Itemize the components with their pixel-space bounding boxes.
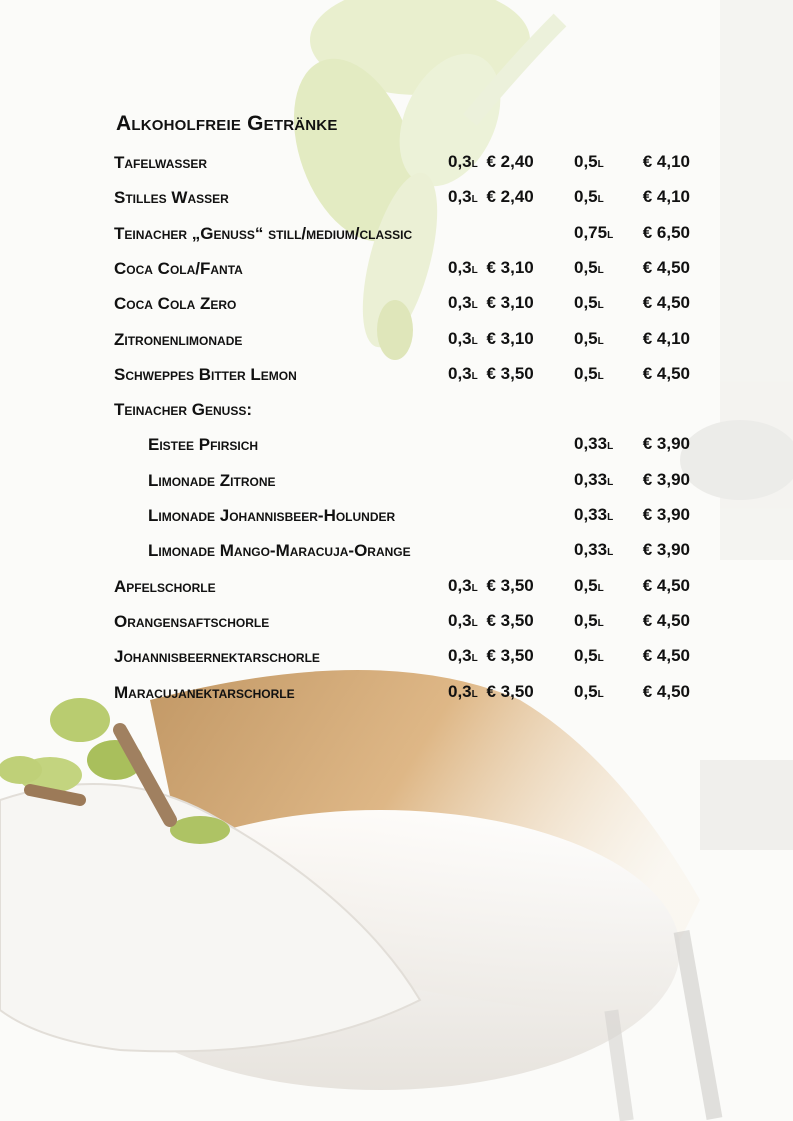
item-name: Zitronenlimonade — [114, 330, 243, 349]
price-large: € 4,10 — [642, 152, 690, 171]
size-large-value: 0,5 — [574, 682, 598, 701]
menu-item-row — [0, 219, 793, 249]
unit-small: l — [471, 295, 478, 311]
size-large-value: 0,33 — [574, 540, 608, 559]
price-large: € 3,90 — [642, 434, 690, 453]
size-large — [574, 434, 613, 454]
unit-small: l — [471, 331, 478, 347]
price-large: € 3,90 — [642, 540, 690, 559]
menu-item-row — [0, 254, 793, 284]
size-small: 0,3 — [448, 576, 472, 595]
price-small — [448, 329, 534, 349]
size-large — [574, 329, 604, 349]
size-large — [574, 682, 604, 702]
item-name: Schweppes Bitter Lemon — [114, 365, 297, 384]
price-small-value: € 3,50 — [486, 576, 534, 595]
price-large: € 4,50 — [642, 611, 690, 630]
price-small — [448, 682, 534, 702]
unit-large: l — [597, 684, 604, 700]
item-name: Eistee Pfirsich — [148, 435, 259, 454]
menu-item-row — [0, 466, 793, 496]
size-small: 0,3 — [448, 293, 472, 312]
menu-item-row — [0, 536, 793, 566]
menu-item-row — [0, 607, 793, 637]
unit-large: l — [607, 507, 614, 523]
unit-small: l — [471, 189, 478, 205]
size-large-value: 0,5 — [574, 329, 598, 348]
size-small: 0,3 — [448, 187, 472, 206]
item-name: Coca Cola/Fanta — [114, 259, 243, 278]
menu-item-row — [0, 678, 793, 708]
menu-item-row — [0, 572, 793, 602]
menu-item-row — [0, 430, 793, 460]
item-name: Maracujanektarschorle — [114, 683, 295, 702]
price-large: € 4,10 — [642, 329, 690, 348]
unit-large: l — [597, 578, 604, 594]
unit-small: l — [471, 648, 478, 664]
size-small: 0,3 — [448, 152, 472, 171]
item-name: Teinacher Genuss: — [114, 400, 253, 419]
size-large — [574, 505, 613, 525]
price-large: € 3,90 — [642, 505, 690, 524]
price-small-value: € 2,40 — [486, 152, 534, 171]
unit-large: l — [597, 154, 604, 170]
price-small — [448, 611, 534, 631]
item-name: Orangensaftschorle — [114, 612, 270, 631]
size-large — [574, 364, 604, 384]
size-large-value: 0,5 — [574, 187, 598, 206]
menu-item-row — [0, 325, 793, 355]
price-small — [448, 258, 534, 278]
price-small — [448, 293, 534, 313]
size-large-value: 0,5 — [574, 293, 598, 312]
unit-large: l — [597, 366, 604, 382]
item-name: Stilles Wasser — [114, 188, 229, 207]
size-large — [574, 470, 613, 490]
unit-large: l — [597, 260, 604, 276]
item-name: Teinacher „Genuss“ still/medium/classic — [114, 224, 413, 243]
price-large: € 4,50 — [642, 293, 690, 312]
size-large — [574, 223, 613, 243]
item-name: Limonade Johannisbeer-Holunder — [148, 506, 396, 525]
size-large — [574, 152, 604, 172]
unit-large: l — [607, 436, 614, 452]
size-large-value: 0,75 — [574, 223, 608, 242]
price-small — [448, 152, 534, 172]
size-large — [574, 187, 604, 207]
size-small: 0,3 — [448, 364, 472, 383]
unit-large: l — [597, 331, 604, 347]
unit-large: l — [597, 189, 604, 205]
price-small-value: € 3,50 — [486, 682, 534, 701]
unit-large: l — [607, 542, 614, 558]
size-large — [574, 611, 604, 631]
menu-item-row — [0, 642, 793, 672]
price-small — [448, 364, 534, 384]
unit-large: l — [597, 648, 604, 664]
price-small-value: € 3,50 — [486, 611, 534, 630]
menu-title: Alkoholfreie Getränke — [116, 112, 338, 135]
price-small — [448, 646, 534, 666]
menu-item-row — [0, 360, 793, 390]
size-large-value: 0,5 — [574, 611, 598, 630]
menu-item-row — [0, 148, 793, 178]
unit-small: l — [471, 613, 478, 629]
size-large-value: 0,33 — [574, 470, 608, 489]
size-large — [574, 258, 604, 278]
size-large-value: 0,33 — [574, 505, 608, 524]
size-large — [574, 646, 604, 666]
unit-small: l — [471, 260, 478, 276]
price-large: € 4,50 — [642, 576, 690, 595]
size-small: 0,3 — [448, 258, 472, 277]
menu-item-row — [0, 395, 793, 425]
menu-item-row — [0, 501, 793, 531]
unit-large: l — [607, 472, 614, 488]
unit-small: l — [471, 366, 478, 382]
price-small-value: € 3,50 — [486, 364, 534, 383]
price-small — [448, 576, 534, 596]
size-large — [574, 540, 613, 560]
size-large-value: 0,33 — [574, 434, 608, 453]
price-large: € 4,50 — [642, 364, 690, 383]
price-small-value: € 2,40 — [486, 187, 534, 206]
price-small-value: € 3,10 — [486, 258, 534, 277]
price-large: € 6,50 — [642, 223, 690, 242]
size-large-value: 0,5 — [574, 646, 598, 665]
size-large-value: 0,5 — [574, 152, 598, 171]
menu-item-row — [0, 289, 793, 319]
item-name: Apfelschorle — [114, 577, 216, 596]
size-large-value: 0,5 — [574, 364, 598, 383]
size-large-value: 0,5 — [574, 576, 598, 595]
unit-small: l — [471, 578, 478, 594]
size-large — [574, 293, 604, 313]
size-small: 0,3 — [448, 611, 472, 630]
unit-large: l — [607, 225, 614, 241]
price-small-value: € 3,10 — [486, 293, 534, 312]
price-small — [448, 187, 534, 207]
price-large: € 4,10 — [642, 187, 690, 206]
size-large-value: 0,5 — [574, 258, 598, 277]
price-large: € 3,90 — [642, 470, 690, 489]
size-large — [574, 576, 604, 596]
unit-small: l — [471, 154, 478, 170]
price-large: € 4,50 — [642, 258, 690, 277]
price-small-value: € 3,10 — [486, 329, 534, 348]
item-name: Limonade Mango-Maracuja-Orange — [148, 541, 411, 560]
price-large: € 4,50 — [642, 682, 690, 701]
unit-large: l — [597, 295, 604, 311]
size-small: 0,3 — [448, 682, 472, 701]
size-small: 0,3 — [448, 329, 472, 348]
item-name: Coca Cola Zero — [114, 294, 237, 313]
menu-item-row — [0, 183, 793, 213]
price-small-value: € 3,50 — [486, 646, 534, 665]
item-name: Limonade Zitrone — [148, 471, 276, 490]
unit-large: l — [597, 613, 604, 629]
item-name: Tafelwasser — [114, 153, 208, 172]
size-small: 0,3 — [448, 646, 472, 665]
price-large: € 4,50 — [642, 646, 690, 665]
unit-small: l — [471, 684, 478, 700]
item-name: Johannisbeernektarschorle — [114, 647, 320, 666]
